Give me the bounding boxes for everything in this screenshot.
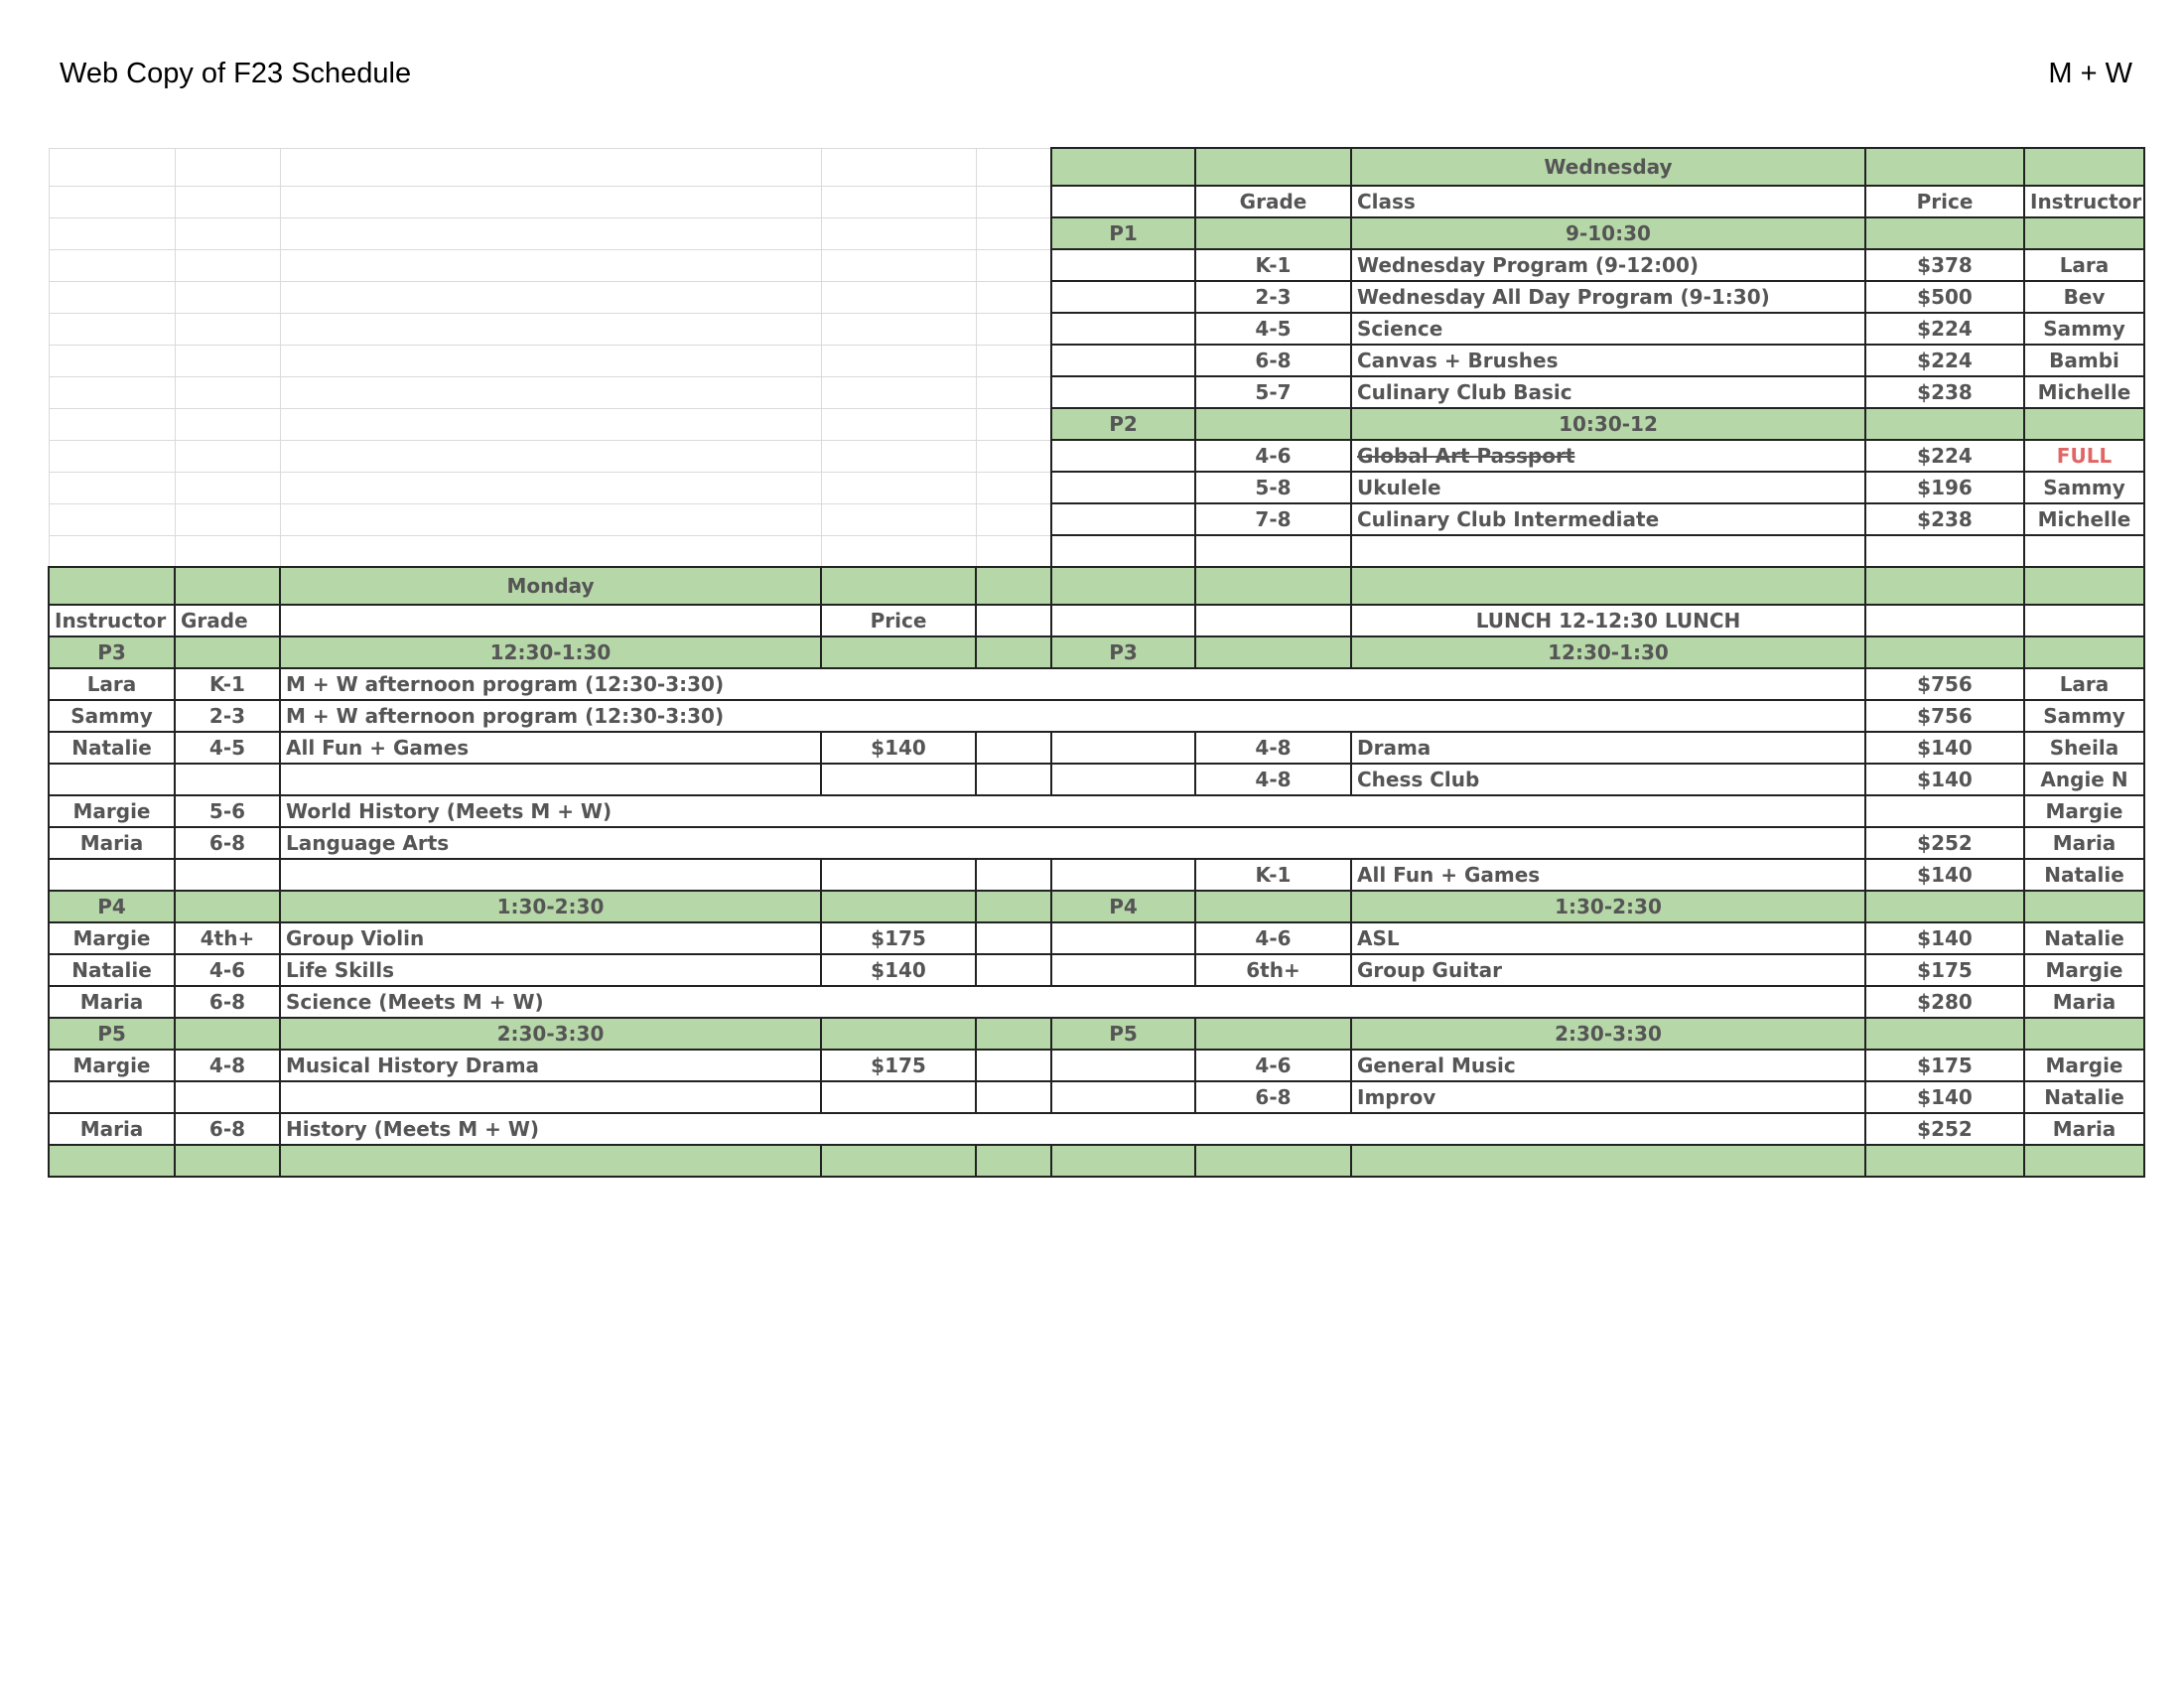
price-cell: $252 [1865,1113,2024,1145]
empty-row [49,535,2144,567]
class-cell: Culinary Club Basic [1351,376,1865,408]
wednesday-title-row [49,148,2144,186]
class-cell: M + W afternoon program (12:30-3:30) [280,668,1865,700]
class-cell: All Fun + Games [280,732,821,764]
table-row [49,795,2144,827]
class-cell: Science (Meets M + W) [280,986,1865,1018]
page-days: M + W [2048,58,2132,89]
grade-cell: 4-8 [1195,732,1351,764]
grade-cell: 6-8 [1195,1081,1351,1113]
price-cell: $175 [1865,1050,2024,1081]
grade-cell: 6-8 [1195,345,1351,376]
table-row [49,376,2144,408]
grade-cell: 5-7 [1195,376,1351,408]
price-cell: $756 [1865,668,2024,700]
table-row [49,859,2144,891]
price-cell: $140 [821,954,976,986]
col-class: Class [1351,186,1865,217]
table-row [49,472,2144,503]
instructor-cell: Sheila [2024,732,2144,764]
class-cell: Language Arts [280,827,1865,859]
class-cell: Musical History Drama [280,1050,821,1081]
col-instructor: Instructor [49,605,175,636]
class-cell: Improv [1351,1081,1865,1113]
grade-cell: 6-8 [175,1113,280,1145]
full-status: FULL [2024,440,2144,472]
col-grade: Grade [1195,186,1351,217]
col-instructor: Instructor [2024,186,2144,217]
grade-cell: 4-6 [1195,1050,1351,1081]
price-cell: $140 [1865,764,2024,795]
class-cell: Culinary Club Intermediate [1351,503,1865,535]
instructor-cell: Margie [2024,795,2144,827]
class-cell: M + W afternoon program (12:30-3:30) [280,700,1865,732]
price-cell: $378 [1865,249,2024,281]
grade-cell: 6-8 [175,827,280,859]
instructor-cell: Maria [2024,827,2144,859]
period-row-p4 [49,891,2144,922]
period-time: 2:30-3:30 [1351,1018,1865,1050]
price-cell: $238 [1865,503,2024,535]
grade-cell: 4-5 [175,732,280,764]
grade-cell: 2-3 [175,700,280,732]
instructor-cell: Margie [49,1050,175,1081]
class-cell: General Music [1351,1050,1865,1081]
instructor-cell: Sammy [2024,313,2144,345]
instructor-cell: Lara [49,668,175,700]
instructor-cell: Maria [2024,986,2144,1018]
period-label: P1 [1051,217,1195,249]
price-cell: $756 [1865,700,2024,732]
period-row-p2 [49,408,2144,440]
table-row [49,764,2144,795]
instructor-cell: Maria [49,1113,175,1145]
table-row [49,1050,2144,1081]
instructor-cell: Michelle [2024,503,2144,535]
table-row [49,668,2144,700]
instructor-cell: Bev [2024,281,2144,313]
grade-cell: 2-3 [1195,281,1351,313]
period-label: P3 [1051,636,1195,668]
grade-cell: 4-8 [1195,764,1351,795]
monday-title: Monday [280,567,821,605]
instructor-cell: Margie [49,922,175,954]
price-cell: $175 [1865,954,2024,986]
wednesday-header-row [49,186,2144,217]
price-cell: $196 [1865,472,2024,503]
col-price: Price [1865,186,2024,217]
grade-cell: K-1 [1195,249,1351,281]
class-cell: Ukulele [1351,472,1865,503]
class-cell: Canvas + Brushes [1351,345,1865,376]
period-label: P4 [49,891,175,922]
period-label: P5 [49,1018,175,1050]
instructor-cell: Natalie [2024,859,2144,891]
col-price: Price [821,605,976,636]
table-row [49,1081,2144,1113]
class-cell: Group Guitar [1351,954,1865,986]
instructor-cell: Sammy [2024,472,2144,503]
instructor-cell: Maria [2024,1113,2144,1145]
class-cell: Group Violin [280,922,821,954]
class-cell: Wednesday Program (9-12:00) [1351,249,1865,281]
period-time: 2:30-3:30 [280,1018,821,1050]
period-label: P4 [1051,891,1195,922]
class-cell: History (Meets M + W) [280,1113,1865,1145]
monday-header-row [49,605,2144,636]
price-cell: $238 [1865,376,2024,408]
instructor-cell: Maria [49,986,175,1018]
col-grade: Grade [175,605,280,636]
price-cell: $280 [1865,986,2024,1018]
table-row [49,954,2144,986]
class-cell: World History (Meets M + W) [280,795,1865,827]
grade-cell: 6-8 [175,986,280,1018]
instructor-cell: Margie [2024,1050,2144,1081]
class-cell: ASL [1351,922,1865,954]
grade-cell: 4-8 [175,1050,280,1081]
table-row [49,700,2144,732]
period-label: P3 [49,636,175,668]
price-cell: $224 [1865,345,2024,376]
page-title: Web Copy of F23 Schedule [60,58,412,89]
price-cell: $140 [1865,859,2024,891]
wednesday-title: Wednesday [1351,148,1865,186]
price-cell: $140 [1865,1081,2024,1113]
price-cell: $224 [1865,313,2024,345]
instructor-cell: Sammy [2024,700,2144,732]
instructor-cell: Michelle [2024,376,2144,408]
price-cell: $175 [821,1050,976,1081]
instructor-cell: Margie [2024,954,2144,986]
instructor-cell: Sammy [49,700,175,732]
period-label: P2 [1051,408,1195,440]
table-row [49,732,2144,764]
class-cell: Chess Club [1351,764,1865,795]
table-row [49,827,2144,859]
grade-cell: 4-6 [1195,922,1351,954]
table-row [49,922,2144,954]
instructor-cell: Natalie [2024,922,2144,954]
table-row [49,313,2144,345]
table-row [49,1113,2144,1145]
instructor-cell: Natalie [49,954,175,986]
price-cell: $175 [821,922,976,954]
price-cell: $224 [1865,440,2024,472]
lunch-label: LUNCH 12-12:30 LUNCH [1351,605,1865,636]
schedule-table [48,147,2145,1178]
instructor-cell: Bambi [2024,345,2144,376]
grade-cell: 7-8 [1195,503,1351,535]
price-cell: $140 [821,732,976,764]
table-row [49,503,2144,535]
grade-cell: 6th+ [1195,954,1351,986]
instructor-cell: Lara [2024,668,2144,700]
instructor-cell: Margie [49,795,175,827]
class-cell: Life Skills [280,954,821,986]
period-row-p3 [49,636,2144,668]
period-time: 1:30-2:30 [1351,891,1865,922]
footer-row [49,1145,2144,1177]
period-time: 9-10:30 [1351,217,1865,249]
grade-cell: 5-6 [175,795,280,827]
table-row [49,440,2144,472]
instructor-cell: Angie N [2024,764,2144,795]
grade-cell: 4th+ [175,922,280,954]
class-cell: Drama [1351,732,1865,764]
instructor-cell: Natalie [2024,1081,2144,1113]
instructor-cell: Lara [2024,249,2144,281]
price-cell: $140 [1865,732,2024,764]
class-cell: Global Art Passport [1351,440,1865,472]
period-time: 12:30-1:30 [1351,636,1865,668]
table-row [49,986,2144,1018]
grade-cell: 4-5 [1195,313,1351,345]
class-cell: Science [1351,313,1865,345]
price-cell: $500 [1865,281,2024,313]
period-time: 10:30-12 [1351,408,1865,440]
price-cell: $252 [1865,827,2024,859]
period-label: P5 [1051,1018,1195,1050]
period-row-p1 [49,217,2144,249]
period-time: 12:30-1:30 [280,636,821,668]
period-time: 1:30-2:30 [280,891,821,922]
price-cell: $140 [1865,922,2024,954]
table-row [49,345,2144,376]
instructor-cell: Maria [49,827,175,859]
grade-cell: 4-6 [1195,440,1351,472]
period-row-p5 [49,1018,2144,1050]
grade-cell: 5-8 [1195,472,1351,503]
grade-cell: 4-6 [175,954,280,986]
table-row [49,249,2144,281]
class-cell: All Fun + Games [1351,859,1865,891]
table-row [49,281,2144,313]
grade-cell: K-1 [1195,859,1351,891]
class-cell: Wednesday All Day Program (9-1:30) [1351,281,1865,313]
grade-cell: K-1 [175,668,280,700]
monday-title-row [49,567,2144,605]
instructor-cell: Natalie [49,732,175,764]
